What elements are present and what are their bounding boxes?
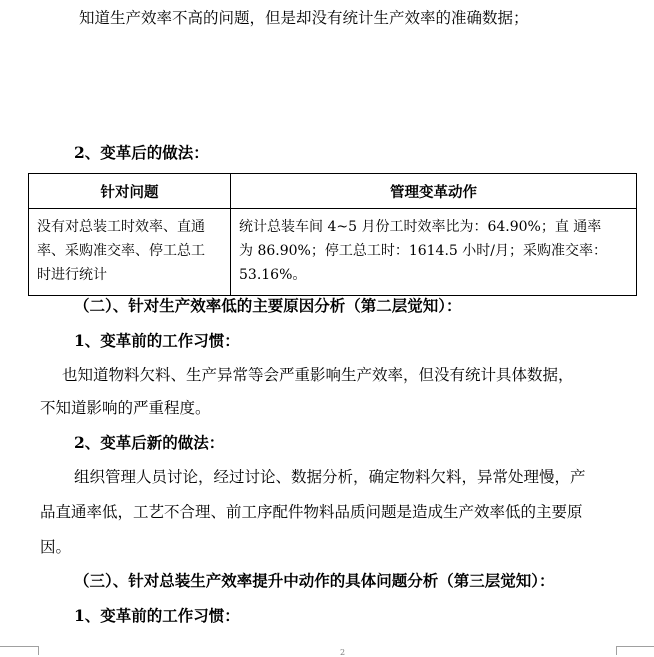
table-cell-issue [29,209,231,296]
action-line-2: 为 86.90%；停工总工时：1614.5 小时/月；采购准交率： [239,243,607,259]
heading-section-2: （二）、针对生产效率低的主要原因分析（第二层觉知）： [74,296,462,315]
issue-line-3: 时进行统计 [37,267,107,283]
heading-section-3: （三）、针对总装生产效率提升中动作的具体问题分析（第三层觉知）： [74,571,555,590]
table-row [29,209,637,296]
paragraph-before-2-line-1: 也知道物料欠料、生产异常等会严重影响生产效率，但没有统计具体数据， [62,366,574,384]
paragraph-after-2-line-2: 品直通率低，工艺不合理、前工序配件物料品质问题是造成生产效率低的主要原 [40,503,583,521]
paragraph-previous-continuation: 知道生产效率不高的问题，但是却没有统计生产效率的准确数据； [79,9,529,27]
paragraph-before-2-line-2: 不知道影响的严重程度。 [40,399,211,417]
change-table [28,173,637,296]
action-line-3: 53.16%。 [239,267,307,283]
table-header-row [29,174,637,209]
table-cell-action [231,209,637,296]
action-line-1: 统计总装车间 4~5 月份工时效率比为：64.90%；直 通率 [239,219,602,235]
heading-after-change-1: 2、变革后的做法： [74,143,209,162]
heading-after-change-2: 2、变革后新的做法： [74,433,225,452]
paragraph-after-2-line-1: 组织管理人员讨论，经过讨论、数据分析，确定物料欠料，异常处理慢，产 [74,468,586,486]
table-header-issue: 针对问题 [29,174,231,209]
heading-before-change-3: 1、变革前的工作习惯： [74,606,240,625]
page-number-marker: 2 [340,648,346,657]
heading-before-change-2: 1、变革前的工作习惯： [74,331,240,350]
paragraph-after-2-line-3: 因。 [40,538,72,556]
issue-line-1: 没有对总装工时效率、直通 [37,219,205,235]
issue-line-2: 率、采购准交率、停工总工 [37,243,205,259]
table-header-action: 管理变革动作 [231,174,637,209]
